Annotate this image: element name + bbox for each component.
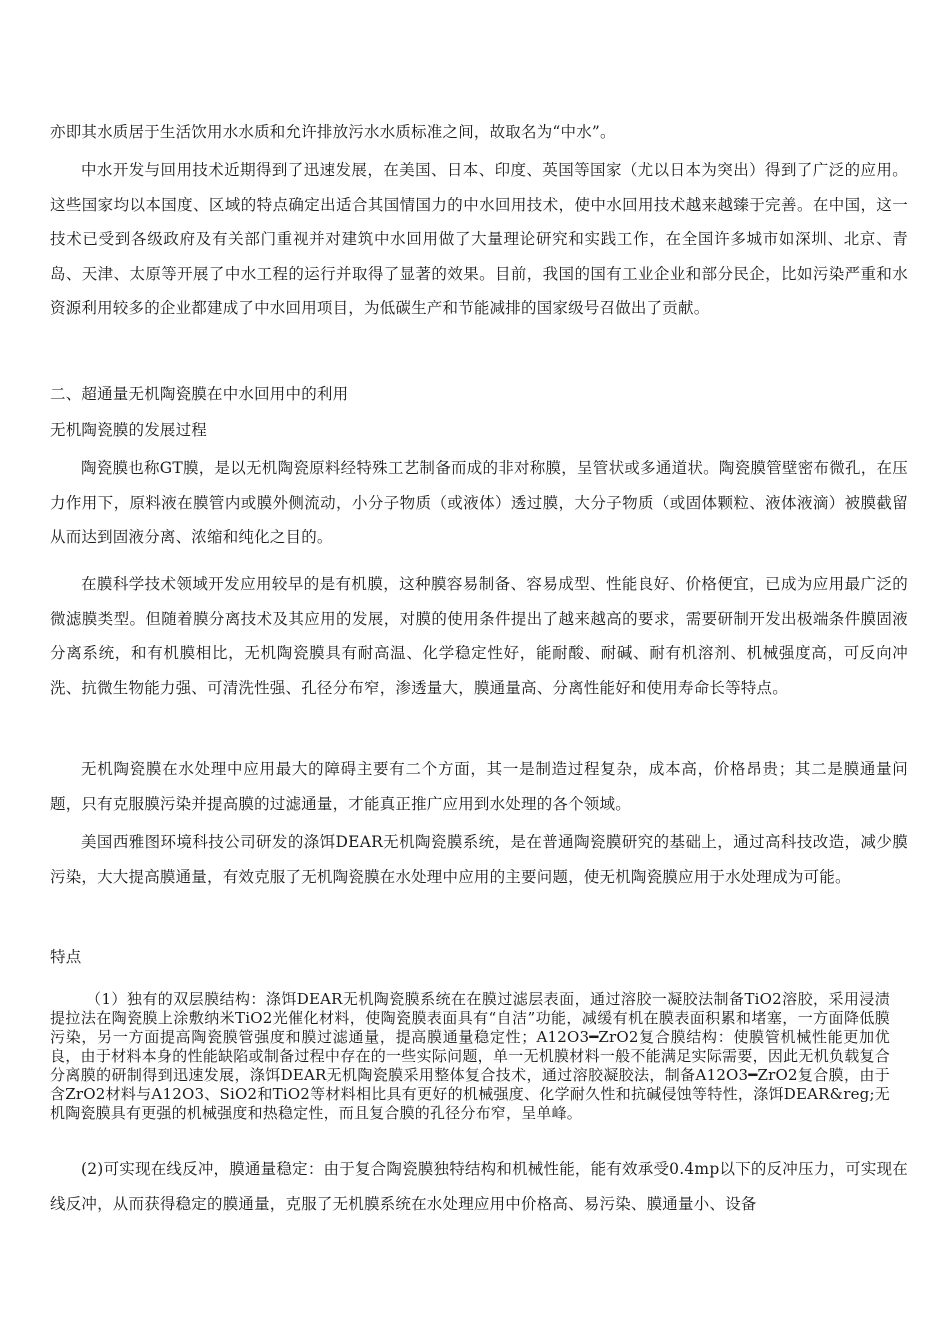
paragraph-middle-water-development: 中水开发与回用技术近期得到了迅速发展，在美国、日本、印度、英国等国家（尤以日本为突出）得到了广泛的应用。这些国家均以本国度、区域的特点确定出适合其国情国力的中水回用技术，使中水回用技术越来越臻于完善。在中国，这一技术已受到各级政府及有关部门重视并对建筑中水回用做了大量理论研究和实践工作，在全国许多城市如深圳、北京、青岛、天津、太原等开展了中水工程的运行并取得了显著的效果。目前，我国的国有工业企业和部分民企，比如污染严重和水资源利用较多的企业都建成了中水回用项目，为低碳生产和节能减排的国家级号召做出了贡献。 xyxy=(50,161,908,318)
subheading-features: 特点 xyxy=(50,948,82,966)
subheading-development-process: 无机陶瓷膜的发展过程 xyxy=(50,421,208,439)
paragraph-feature-online-backflush: (2)可实现在线反冲，膜通量稳定：由于复合陶瓷膜独特结构和机械性能，能有效承受0.4mp以下的反冲压力，可实现在线反冲，从而获得稳定的膜通量，克服了无机膜系统在水处理应用中价格高、易污染、膜通量小、设备 xyxy=(50,1160,908,1213)
paragraph-dear-system: 美国西雅图环境科技公司研发的涤饵DEAR无机陶瓷膜系统，是在普通陶瓷膜研究的基础上，通过高科技改造，减少膜污染，大大提高膜通量，有效克服了无机陶瓷膜在水处理中应用的主要问题，使无机陶瓷膜应用于水处理成为可能。 xyxy=(50,833,908,886)
section-heading-ceramic-membrane-use: 二、超通量无机陶瓷膜在中水回用中的利用 xyxy=(50,385,349,403)
paragraph-middle-water-definition: 亦即其水质居于生活饮用水水质和允许排放污水水质标准之间，故取名为“中水”。 xyxy=(50,123,616,141)
paragraph-organic-vs-ceramic: 在膜科学技术领域开发应用较早的是有机膜，这种膜容易制备、容易成型、性能良好、价格便宜，已成为应用最广泛的微滤膜类型。但随着膜分离技术及其应用的发展，对膜的使用条件提出了越来越高的要求，需要研制开发出极端条件膜固液分离系统，和有机膜相比，无机陶瓷膜具有耐高温、化学稳定性好，能耐酸、耐碱、耐有机溶剂、机械强度高，可反向冲洗、抗微生物能力强、可清洗性强、孔径分布窄，渗透量大，膜通量高、分离性能好和使用寿命长等特点。 xyxy=(50,575,908,697)
paragraph-feature-double-layer: （1）独有的双层膜结构：涤饵DEAR无机陶瓷膜系统在在膜过滤层表面，通过溶胶一凝胶法制备TiO2溶胶，采用浸渍提拉法在陶瓷膜上涂敷纳米TiO2光催化材料，使陶瓷膜表面具有“自洁”功能，减缓有机在膜表面积累和堵塞，一方面降低膜污染，另一方面提高陶瓷膜管强度和膜过滤通量，提高膜通量稳定性；A12O3━ZrO2复合膜结构：使膜管机械性能更加优良，由于材料本身的性能缺陷或制备过程中存在的一些实际问题，单一无机膜材料一般不能满足实际需要，因此无机负载复合分离膜的研制得到迅速发展，涤饵DEAR无机陶瓷膜采用整体复合技术，通过溶胶凝胶法，制备A12O3━ZrO2复合膜，由于含ZrO2材料与A12O3、SiO2和TiO2等材料相比具有更好的机械强度、化学耐久性和抗碱侵蚀等特性，涤饵DEAR&reg;无机陶瓷膜具有更强的机械强度和热稳定性，而且复合膜的孔径分布窄，呈单峰。 xyxy=(50,990,890,1122)
paragraph-gt-membrane-intro: 陶瓷膜也称GT膜，是以无机陶瓷原料经特殊工艺制备而成的非对称膜，呈管状或多通道状。陶瓷膜管壁密布微孔，在压力作用下，原料液在膜管内或膜外侧流动，小分子物质（或液体）透过膜，大分子物质（或固体颗粒、液体液滴）被膜截留从而达到固液分离、浓缩和纯化之目的。 xyxy=(50,459,908,547)
paragraph-application-obstacles: 无机陶瓷膜在水处理中应用最大的障碍主要有二个方面，其一是制造过程复杂，成本高，价格昂贵；其二是膜通量问题，只有克服膜污染并提高膜的过滤通量，才能真正推广应用到水处理的各个领域。 xyxy=(50,760,908,813)
